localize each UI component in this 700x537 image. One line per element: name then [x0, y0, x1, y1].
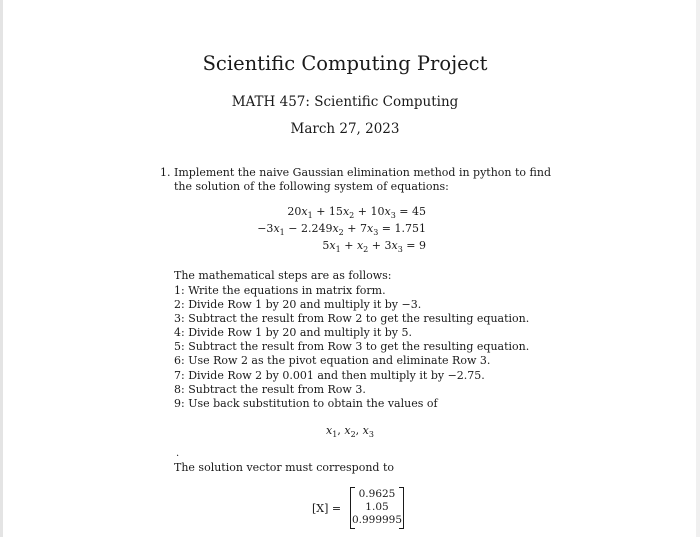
page-edge-right [696, 0, 700, 537]
steps-list [174, 284, 534, 411]
problem-statement [160, 166, 560, 194]
problem-number: 1. [160, 166, 171, 179]
solution-text: The solution vector must correspond to [174, 461, 394, 474]
page-edge-left [0, 0, 3, 537]
step-item: 3: Subtract the result from Row 2 to get the resulting equation. [174, 312, 530, 326]
variables-list: $x_1$, $x_2$, $x_3$ [326, 424, 374, 440]
stray-dot: . [176, 448, 180, 459]
step-item: 7: Divide Row 2 by 0.001 and then multiply it by −2.75. [174, 368, 485, 382]
step-item: 8: Subtract the result from Row 3. [174, 382, 366, 396]
step-item: 2: Divide Row 1 by 20 and multiply it by −3. [174, 298, 422, 312]
vector-value: 0.9625 [358, 488, 396, 500]
equation-3: $5x_1 + x_2 + 3x_3 = 9$ [322, 239, 426, 255]
document-date: March 27, 2023 [290, 121, 400, 137]
equation-2: $-3x_1 - 2.249x_2 + 7x_3 = 1.751$ [257, 222, 426, 238]
vector-value: 0.999995 [351, 514, 403, 526]
vector-matrix [350, 487, 404, 529]
problem-text: Implement the naive Gaussian elimination method in python to find the solution of the following system of equations: [174, 166, 552, 193]
step-item: 5: Subtract the result from Row 3 to get the resulting equation. [174, 340, 530, 354]
step-item: 4: Divide Row 1 by 20 and multiply it by 5. [174, 326, 412, 340]
vector-label: [X] = [312, 502, 342, 515]
document-title: Scientific Computing Project [202, 52, 488, 75]
course-name: MATH 457: Scientific Computing [231, 94, 459, 110]
step-item: 6: Use Row 2 as the pivot equation and eliminate Row 3. [174, 354, 491, 368]
step-item: 9: Use back substitution to obtain the values of [174, 396, 438, 410]
steps-intro: The mathematical steps are as follows: [174, 269, 392, 282]
step-item: 1: Write the equations in matrix form. [174, 284, 386, 297]
vector-value: 1.05 [365, 501, 389, 513]
equation-1: $20x_1 + 15x_2 + 10x_3 = 45$ [287, 205, 426, 221]
